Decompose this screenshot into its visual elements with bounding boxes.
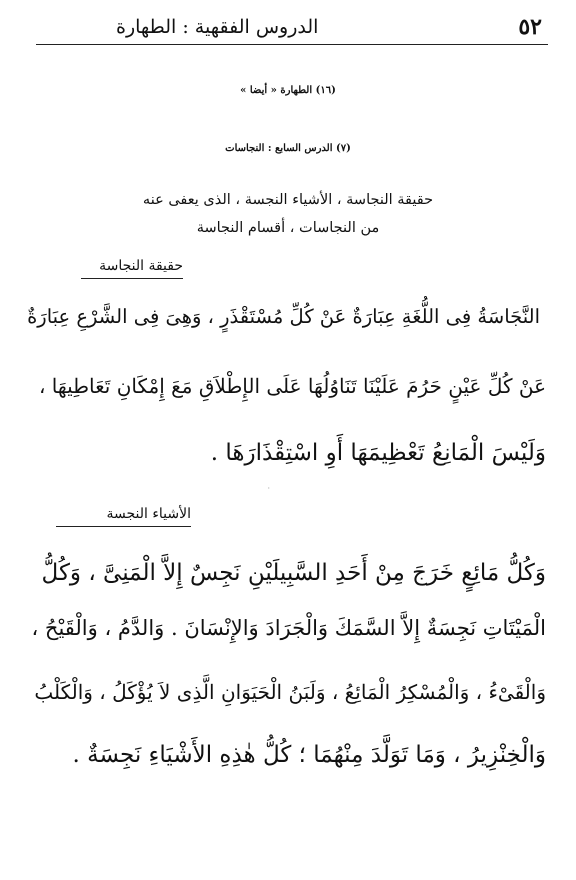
page-number: ٥٢: [518, 14, 542, 40]
lesson-summary: [60, 186, 516, 242]
paragraph-line: النَّجَاسَةُ فِى اللُّغَةِ عِبَارَةٌ عَنْ كُلِّ مُسْتَقْذَرٍ ، وَهِىَ فِى الشَّرْعِ عِبَارَةٌ: [27, 305, 540, 328]
running-header: [36, 10, 548, 45]
running-header-title: الدروس الفقهية : الطهارة: [116, 16, 319, 38]
chapter-title: (١٦) الطهارة « أيضا »: [240, 85, 336, 96]
lesson-summary-line: حقيقة النجاسة ، الأشياء النجسة ، الذى يعفى عنه: [142, 192, 434, 208]
paragraph-line: الْمَيْتَاتِ نَجِسَةٌ إِلاَّ السَّمَكَ وَالْجَرَادَ وَالإِنْسَانَ . وَالدَّمُ ، وَالْقَيْحُ ،: [31, 616, 546, 640]
print-speck: ·: [267, 484, 270, 493]
paragraph-line: وَلَيْسَ الْمَانِعُ تَعْظِيمَهَا أَوِ اسْتِقْذَارَهَا .: [210, 440, 546, 466]
paragraph-line: عَنْ كُلِّ عَيْنٍ حَرُمَ عَلَيْنَا تَنَاوُلُهَا عَلَى الإِطْلاَقِ مَعَ إِمْكَانِ تَعَاطِيهَا ،: [38, 374, 546, 398]
paragraph-line: وَالْقَىْءُ ، وَالْمُسْكِرُ الْمَائِعُ ، وَلَبَنُ الْحَيَوَانِ الَّذِى لاَ يُؤْكَلُ ، وَالْكَلْبُ: [34, 680, 546, 704]
section-heading-text: حقيقة النجاسة: [81, 258, 183, 279]
paragraph-line: وَكُلُّ مَائِعٍ خَرَجَ مِنْ أَحَدِ السَّبِيلَيْنِ نَجِسٌ إِلاَّ الْمَنِىَّ ، وَكُلُّ: [41, 560, 546, 586]
section-heading-impure-things: [56, 506, 191, 527]
lesson-title: (٧) الدرس السابع : النجاسات: [225, 143, 351, 154]
lesson-summary-line: من النجاسات ، أقسام النجاسة: [196, 220, 380, 236]
paragraph-line: وَالْخِنْزِيرُ ، وَمَا تَوَلَّدَ مِنْهُمَا ؛ كُلُّ هٰذِهِ الأَشْيَاءِ نَجِسَةٌ .: [72, 742, 546, 768]
section-heading-impurity-definition: [81, 258, 183, 279]
section-heading-text: الأشياء النجسة: [56, 506, 191, 527]
